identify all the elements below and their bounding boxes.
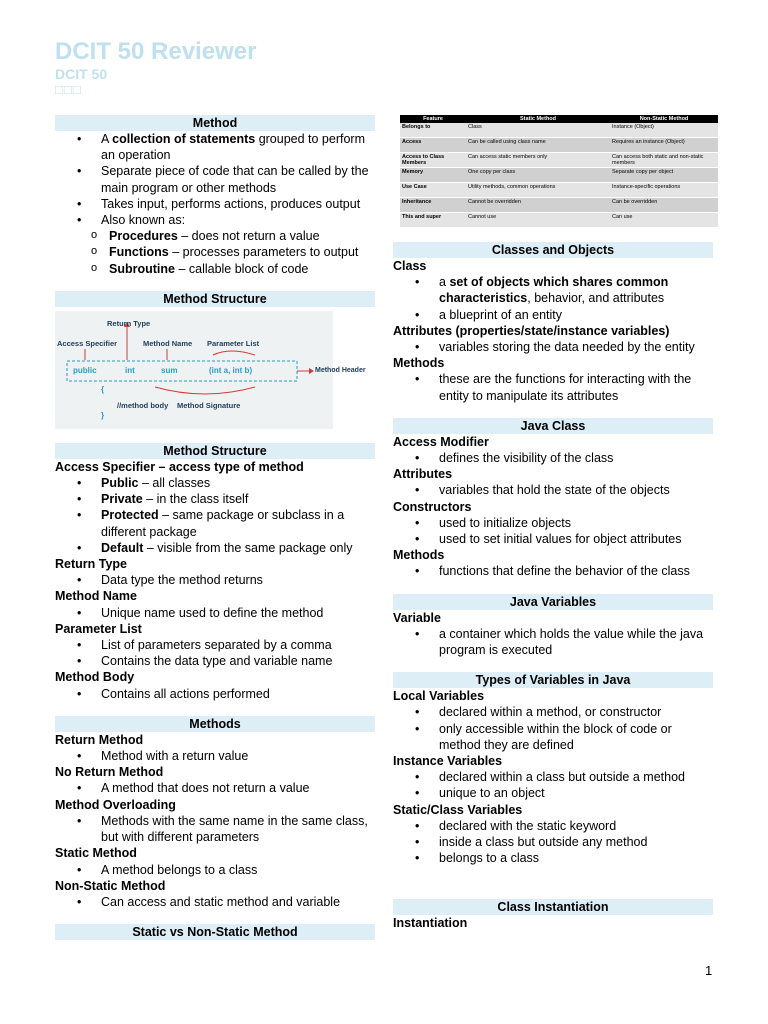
list-item: • variables that hold the state of the objects [393, 482, 713, 498]
method-name-list [55, 605, 375, 621]
code-sum: sum [161, 365, 178, 375]
sub-list-item: o Procedures – does not return a value [55, 228, 375, 244]
term-method-name: Method Name [55, 589, 137, 604]
term-access-modifier: Access Modifier [393, 434, 489, 449]
page-number: 1 [705, 963, 713, 978]
table-header-row [400, 115, 718, 123]
method-structure-diagram [55, 311, 366, 429]
table-row [400, 198, 718, 213]
document-subtitle: DCIT 50 [55, 66, 108, 82]
list-item: • A method that does not return a value [55, 780, 375, 796]
variable-list [393, 626, 713, 658]
attributes-list [393, 482, 713, 498]
list-item: • Default – visible from the same package only [55, 540, 375, 556]
list-item: • variables storing the data needed by the entity [393, 339, 713, 355]
term-class: Class [393, 259, 427, 273]
code-int: int [125, 365, 135, 375]
table-row [400, 168, 718, 183]
code-params: (int a, int b) [209, 365, 253, 375]
list-item: • Protected – same package or subclass in a different package [55, 507, 375, 539]
table-cell: Access [400, 138, 466, 153]
term-return-method: Return Method [55, 732, 144, 747]
list-item: • unique to an object [393, 785, 713, 801]
table-cell: Memory [400, 168, 466, 183]
table-cell: Inheritance [400, 198, 466, 213]
list-item: • Can access and static method and variable [55, 894, 375, 910]
section-heading-types-of-variables: Types of Variables in Java [393, 672, 713, 688]
list-item: • Private – in the class itself [55, 491, 375, 507]
list-item: • Data type the method returns [55, 572, 375, 588]
list-item: • A collection of statements grouped to perform an operation [55, 131, 375, 163]
table-cell: Use Case [400, 183, 466, 198]
term-instance-variables: Instance Variables [393, 754, 503, 769]
non-static-method-list [55, 894, 375, 910]
term-local-variables: Local Variables [393, 689, 485, 704]
static-class-variables-list [393, 818, 713, 867]
table-cell: Class [466, 123, 610, 138]
list-item: • defines the visibility of the class [393, 450, 713, 466]
table-header-cell: Feature [400, 115, 466, 123]
term-constructors: Constructors [393, 499, 472, 514]
method-header-label: Method Header [315, 366, 366, 374]
method-signature-label: Method Signature [177, 400, 241, 410]
list-item: • Unique name used to define the method [55, 605, 375, 621]
document-title: DCIT 50 Reviewer [55, 38, 257, 65]
section-heading-static-vs-non-static: Static vs Non-Static Method [55, 924, 375, 940]
table-row [400, 138, 718, 153]
table-header-cell: Non-Static Method [610, 115, 718, 123]
table-cell: Can be called using class name [466, 138, 610, 153]
access-modifier-list [393, 450, 713, 466]
list-item: • Contains the data type and variable name [55, 653, 375, 669]
term-attributes: Attributes (properties/state/instance variables) [393, 323, 670, 338]
list-item: • List of parameters separated by a comma [55, 637, 375, 653]
list-item: • inside a class but outside any method [393, 834, 713, 850]
list-item: • declared with the static keyword [393, 818, 713, 834]
table-cell: Utility methods, common operations [466, 183, 610, 198]
table-cell: Separate copy per object [610, 168, 718, 183]
methods-list [393, 563, 713, 579]
term-parameter-list: Parameter List [55, 621, 142, 636]
list-item: • used to initialize objects [393, 515, 713, 531]
document-subtitle-placeholder: □□□ [55, 82, 82, 97]
term-method-body: Method Body [55, 670, 135, 685]
list-item: • Also known as: [55, 212, 375, 228]
section-heading-method-structure: Method Structure [55, 443, 375, 459]
list-item: • these are the functions for interacting with the entity to manipulate its attributes [393, 371, 713, 403]
list-item: • only accessible within the block of code or method they are defined [393, 721, 713, 753]
list-item: • a set of objects which shares common characteristics, behavior, and attributes [393, 274, 713, 306]
table-row [400, 213, 718, 228]
list-item: • declared within a method, or constructor [393, 704, 713, 720]
section-heading-java-class: Java Class [393, 418, 713, 434]
code-public: public [73, 365, 97, 375]
table-cell: Instance (Object) [610, 123, 718, 138]
table-cell: Can use [610, 213, 718, 228]
table-cell: Requires an instance (Object) [610, 138, 718, 153]
method-body-list [55, 686, 375, 702]
section-heading-classes-and-objects: Classes and Objects [393, 242, 713, 258]
table-cell: Instance-specific operations [610, 183, 718, 198]
list-item: • Contains all actions performed [55, 686, 375, 702]
table-cell: Can be overridden [610, 198, 718, 213]
local-variables-list [393, 704, 713, 753]
list-item: • Methods with the same name in the same class, but with different parameters [55, 813, 375, 845]
term-no-return-method: No Return Method [55, 765, 164, 780]
method-overloading-list [55, 813, 375, 845]
static-method-list [55, 862, 375, 878]
table-cell: Can access both static and non-static members [610, 153, 718, 168]
table-cell: Belongs to [400, 123, 466, 138]
list-item: • Takes input, performs actions, produces output [55, 196, 375, 212]
parameter-list-list [55, 637, 375, 669]
sub-list-item: o Functions – processes parameters to output [55, 244, 375, 260]
list-item: • a container which holds the value while the java program is executed [393, 626, 713, 658]
section-heading-java-variables: Java Variables [393, 594, 713, 610]
table-cell: Can access static members only [466, 153, 610, 168]
term-non-static-method: Non-Static Method [55, 878, 166, 893]
list-item: • belongs to a class [393, 850, 713, 866]
table-row [400, 123, 718, 138]
table-cell: This and super [400, 213, 466, 228]
term-return-type: Return Type [55, 557, 127, 572]
attributes-list [393, 339, 713, 355]
list-item: • declared within a class but outside a method [393, 769, 713, 785]
parameter-list-label: Parameter List [207, 338, 260, 348]
return-method-list [55, 748, 375, 764]
methods-list [393, 371, 713, 403]
code-close-brace: } [101, 410, 105, 420]
term-methods: Methods [393, 548, 445, 563]
sub-list-item: o Subroutine – callable block of code [55, 261, 375, 277]
section-heading-class-instantiation: Class Instantiation [393, 899, 713, 915]
return-type-list [55, 572, 375, 588]
table-cell: One copy per class [466, 168, 610, 183]
term-static-method: Static Method [55, 846, 137, 861]
static-vs-nonstatic-table [400, 115, 718, 228]
code-open-brace: { [101, 384, 105, 394]
method-body-label: //method body [117, 400, 169, 410]
no-return-method-list [55, 780, 375, 796]
table-cell: Access to Class Members [400, 153, 466, 168]
list-item: • Method with a return value [55, 748, 375, 764]
table-cell: Cannot use [466, 213, 610, 228]
term-static-class-variables: Static/Class Variables [393, 802, 523, 817]
section-heading-method: Method [55, 115, 375, 131]
table-row [400, 183, 718, 198]
term-attributes: Attributes [393, 467, 453, 482]
term-methods: Methods [393, 356, 445, 371]
list-item: • used to set initial values for object attributes [393, 531, 713, 547]
table-cell: Cannot be overridden [466, 198, 610, 213]
constructors-list [393, 515, 713, 547]
term-variable: Variable [393, 610, 441, 625]
term-access-specifier: Access Specifier – access type of method [55, 459, 304, 474]
class-list [393, 274, 713, 323]
list-item: • Separate piece of code that can be called by the main program or other methods [55, 163, 375, 195]
section-heading-methods: Methods [55, 716, 375, 732]
table-header-cell: Static Method [466, 115, 610, 123]
method-list [55, 131, 375, 277]
access-specifier-list [55, 475, 375, 556]
list-item: • a blueprint of an entity [393, 307, 713, 323]
list-item: • Public – all classes [55, 475, 375, 491]
section-heading-method-structure-diagram: Method Structure [55, 291, 375, 307]
method-name-label: Method Name [143, 338, 193, 348]
left-column [55, 115, 375, 940]
list-item: • functions that define the behavior of the class [393, 563, 713, 579]
return-type-label: Return Type [107, 318, 151, 328]
table-row [400, 153, 718, 168]
access-specifier-label: Access Specifier [57, 338, 118, 348]
instance-variables-list [393, 769, 713, 801]
term-method-overloading: Method Overloading [55, 797, 176, 812]
term-instantiation: Instantiation [393, 915, 468, 930]
right-column [393, 115, 713, 931]
list-item: • A method belongs to a class [55, 862, 375, 878]
